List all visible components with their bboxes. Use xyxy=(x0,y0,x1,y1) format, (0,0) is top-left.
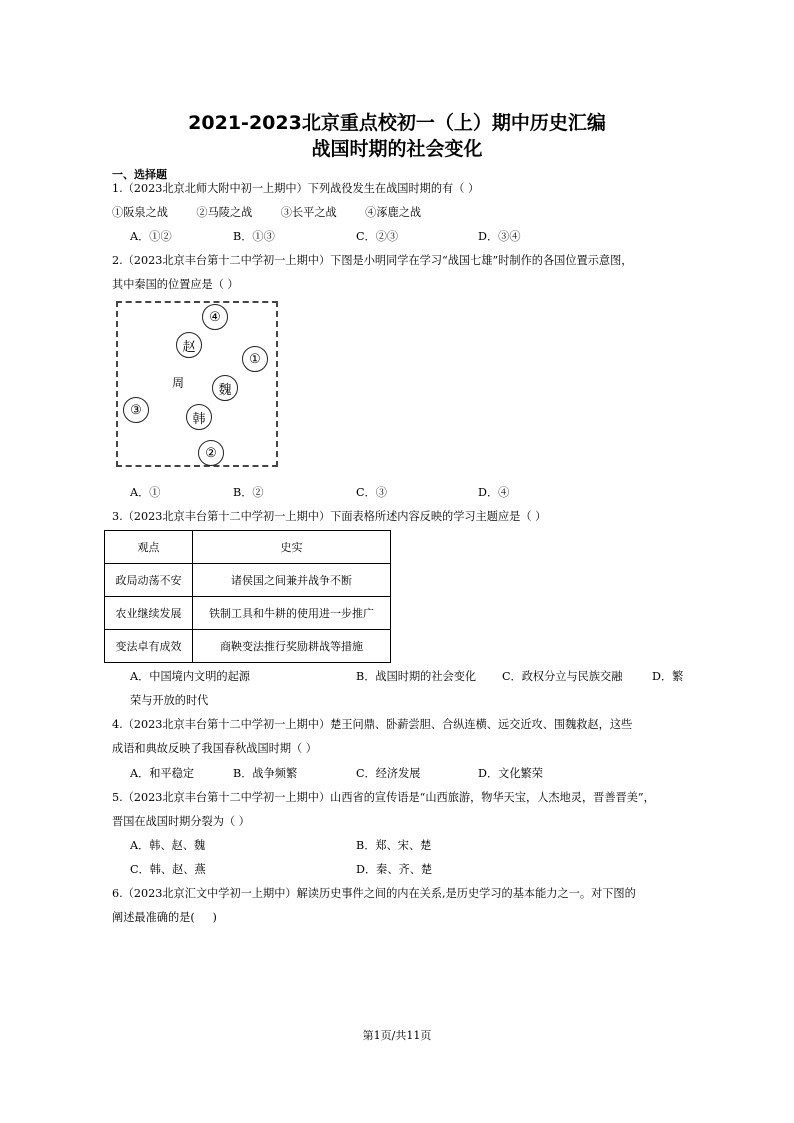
map-marker-1: ① xyxy=(242,346,268,372)
table-row xyxy=(105,564,391,597)
map-state-wei: 魏 xyxy=(212,375,238,401)
q5-stem-line2: 晋国在战国时期分裂为（ ） xyxy=(112,815,250,828)
table-cell: 诸侯国之间兼并战争不断 xyxy=(193,564,391,597)
q5-stem-line1: 5.（2023北京丰台第十二中学初一上期中）山西省的宣传语是“山西旅游，物华天宝，人杰地灵，晋善晋美”， xyxy=(112,791,655,804)
table-header-cell: 观点 xyxy=(105,531,193,564)
q3-option-d[interactable]: D．繁 xyxy=(652,670,684,683)
q2-option-d[interactable]: D．④ xyxy=(478,486,510,499)
q4-stem-line1: 4.（2023北京丰台第十二中学初一上期中）楚王问鼎、卧薪尝胆、合纵连横、远交近攻、围魏救赵，这些 xyxy=(112,718,633,731)
q4-option-b[interactable]: B．战争频繁 xyxy=(233,767,298,780)
page-title: 2021-2023北京重点校初一（上）期中历史汇编 xyxy=(188,112,606,134)
table-row xyxy=(105,597,391,630)
q4-option-c[interactable]: C．经济发展 xyxy=(356,767,421,780)
table-cell: 铁制工具和牛耕的使用进一步推广 xyxy=(193,597,391,630)
map-state-zhao: 赵 xyxy=(176,332,202,358)
q1-option-b[interactable]: B．①③ xyxy=(233,230,275,243)
q4-option-d[interactable]: D．文化繁荣 xyxy=(478,767,543,780)
q3-table xyxy=(104,530,391,663)
q3-option-d-cont[interactable]: 荣与开放的时代 xyxy=(130,694,209,707)
q5-option-c[interactable]: C．韩、赵、燕 xyxy=(130,863,206,876)
table-row xyxy=(105,630,391,663)
table-cell: 农业继续发展 xyxy=(105,597,193,630)
map-label-zhou: 周 xyxy=(172,376,185,390)
q2-option-c[interactable]: C．③ xyxy=(356,486,387,499)
q4-option-a[interactable]: A．和平稳定 xyxy=(130,767,195,780)
page-footer: 第1页/共11页 xyxy=(362,1029,432,1042)
table-cell: 商鞅变法推行奖励耕战等措施 xyxy=(193,630,391,663)
map-marker-3: ③ xyxy=(123,397,149,423)
map-state-han: 韩 xyxy=(186,404,212,430)
q2-stem-line1: 2.（2023北京丰台第十二中学初一上期中）下图是小明同学在学习“战国七雄”时制作的各国位置示意图， xyxy=(112,254,633,267)
q6-stem-line2: 阐述最准确的是( ) xyxy=(112,911,217,924)
q5-option-d[interactable]: D．秦、齐、楚 xyxy=(356,863,433,876)
q5-option-b[interactable]: B．郑、宋、楚 xyxy=(356,839,432,852)
section-heading: 一、选择题 xyxy=(112,168,167,181)
q2-option-a[interactable]: A．① xyxy=(130,486,161,499)
q3-option-b[interactable]: B．战国时期的社会变化 xyxy=(356,670,477,683)
q2-option-b[interactable]: B．② xyxy=(233,486,264,499)
table-header-row xyxy=(105,531,391,564)
q1-stem: 1.（2023北京北师大附中初一上期中）下列战役发生在战国时期的有（ ） xyxy=(112,182,480,195)
q5-option-a[interactable]: A．韩、赵、魏 xyxy=(130,839,206,852)
q6-stem-line1: 6.（2023北京汇文中学初一上期中）解读历史事件之间的内在关系,是历史学习的基本能力之一。对下图的 xyxy=(112,887,636,900)
q1-option-c[interactable]: C．②③ xyxy=(356,230,399,243)
page-subtitle: 战国时期的社会变化 xyxy=(311,138,483,160)
map-marker-2: ② xyxy=(198,440,224,466)
q3-option-a[interactable]: A．中国境内文明的起源 xyxy=(130,670,250,683)
q2-stem-line2: 其中秦国的位置应是（ ） xyxy=(112,278,239,291)
warring-states-map xyxy=(116,301,278,467)
map-marker-4: ④ xyxy=(202,304,228,330)
table-header-cell: 史实 xyxy=(193,531,391,564)
q1-option-a[interactable]: A．①② xyxy=(130,230,172,243)
table-cell: 政局动荡不安 xyxy=(105,564,193,597)
q1-option-d[interactable]: D．③④ xyxy=(478,230,521,243)
q1-items: ①阪泉之战 ②马陵之战 ③长平之战 ④涿鹿之战 xyxy=(112,206,422,219)
q4-stem-line2: 成语和典故反映了我国春秋战国时期（ ） xyxy=(112,742,317,755)
q3-option-c[interactable]: C．政权分立与民族交融 xyxy=(502,670,623,683)
table-cell: 变法卓有成效 xyxy=(105,630,193,663)
q3-stem: 3.（2023北京丰台第十二中学初一上期中）下面表格所述内容反映的学习主题应是（ ） xyxy=(112,510,547,523)
